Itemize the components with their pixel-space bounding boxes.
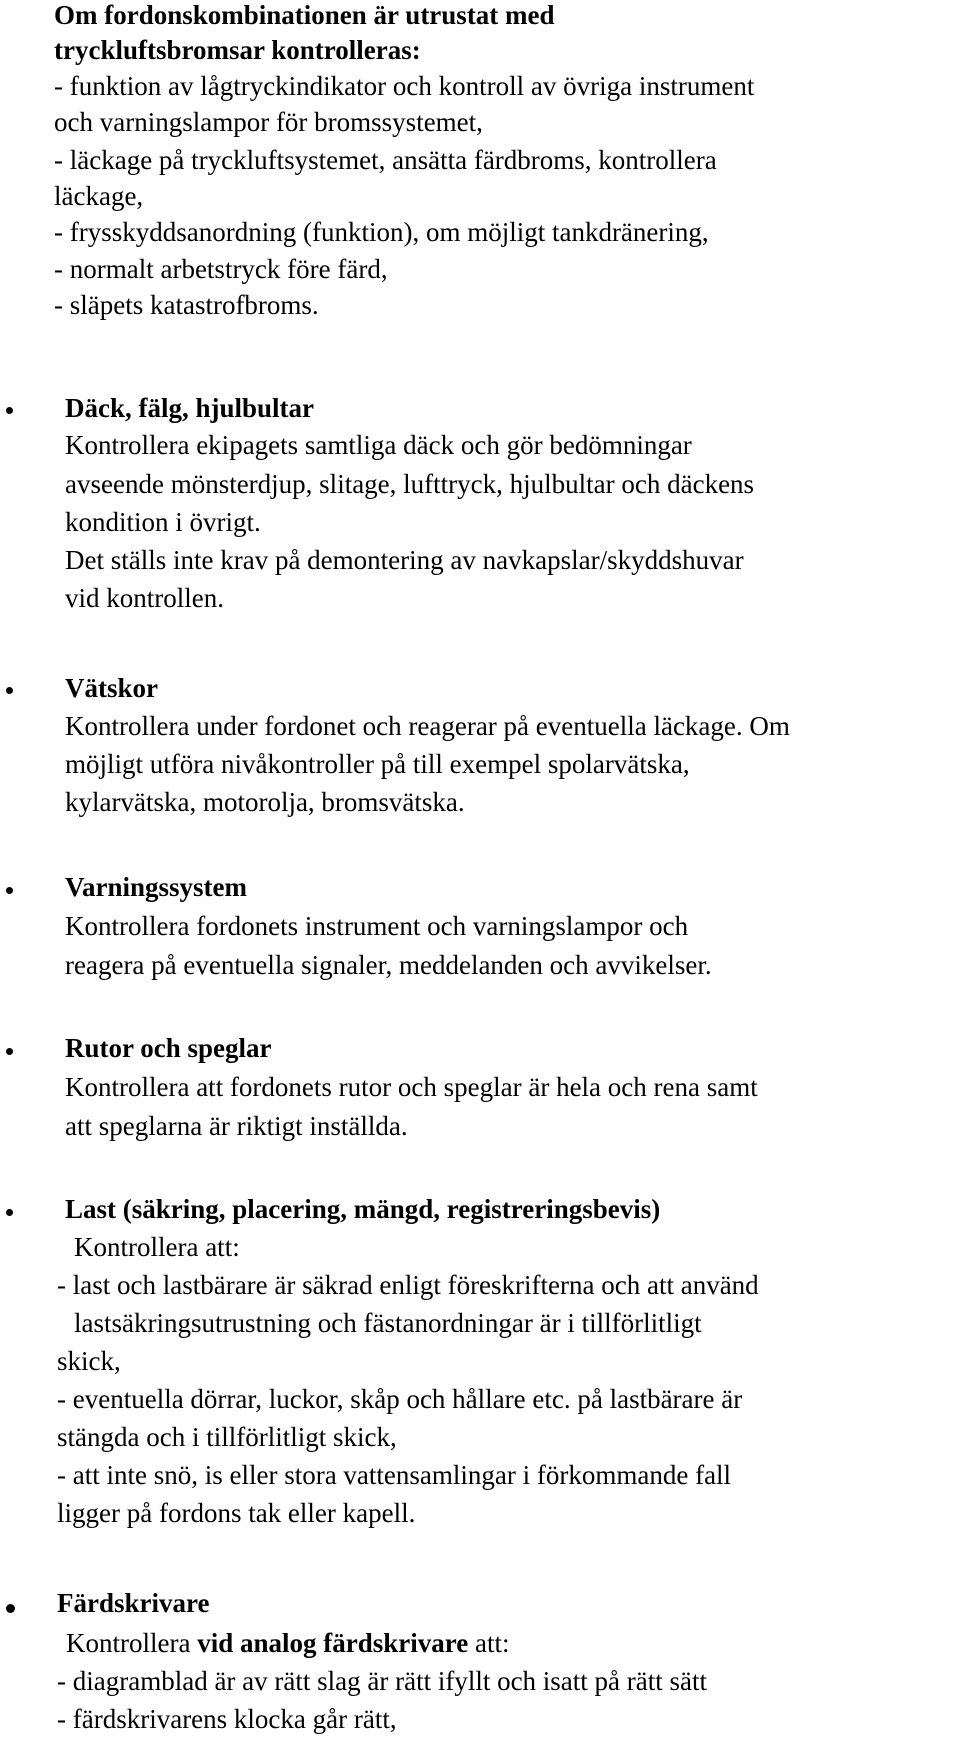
section-title: Färdskrivare: [57, 1588, 210, 1618]
lead-tail-text: att:: [468, 1628, 510, 1658]
section-lead-line: [66, 1624, 509, 1663]
section-title: Rutor och speglar: [65, 1033, 272, 1063]
bullet-icon: [6, 1209, 13, 1216]
section-line: Kontrollera att fordonets rutor och speglar är hela och rena samt: [65, 1072, 758, 1102]
section-line: skick,: [57, 1346, 121, 1376]
section-line: avseende mönsterdjup, slitage, lufttryck, hjulbultar och däckens: [65, 469, 755, 499]
intro-heading-line: tryckluftsbromsar kontrolleras:: [54, 35, 421, 65]
intro-line: och varningslampor för bromssystemet,: [54, 107, 483, 137]
section-line: - att inte snö, is eller stora vattensamlingar i förkommande fall: [57, 1460, 732, 1490]
section-line: Det ställs inte krav på demontering av navkapslar/skyddshuvar: [65, 545, 744, 575]
section-line: Kontrollera ekipagets samtliga däck och gör bedömningar: [65, 430, 692, 460]
section-line: Kontrollera att:: [74, 1232, 240, 1262]
section-title: Däck, fälg, hjulbultar: [65, 393, 315, 423]
intro-line: - normalt arbetstryck före färd,: [54, 254, 388, 284]
intro-line: - släpets katastrofbroms.: [54, 290, 319, 320]
lead-bold-text: vid analog färdskrivare: [197, 1628, 469, 1658]
section-line: att speglarna är riktigt inställda.: [65, 1111, 408, 1141]
bullet-icon: [6, 1048, 13, 1055]
section-line: stängda och i tillförlitligt skick,: [57, 1422, 397, 1452]
bullet-icon: [6, 407, 13, 414]
intro-line: - frysskyddsanordning (funktion), om möjligt tankdränering,: [54, 217, 709, 247]
section-line: Kontrollera fordonets instrument och varningslampor och: [65, 911, 689, 941]
intro-line: - funktion av lågtryckindikator och kontroll av övriga instrument: [54, 71, 755, 101]
intro-line: - läckage på tryckluftsystemet, ansätta färdbroms, kontrollera: [54, 145, 717, 175]
section-line: Kontrollera under fordonet och reagerar på eventuella läckage. Om: [65, 711, 790, 741]
section-line: möjligt utföra nivåkontroller på till exempel spolarvätska,: [65, 749, 690, 779]
section-title: Vätskor: [65, 673, 158, 703]
section-line: lastsäkringsutrustning och fästanordningar är i tillförlitligt: [74, 1308, 702, 1338]
section-line: ligger på fordons tak eller kapell.: [57, 1498, 416, 1528]
section-line: kylarvätska, motorolja, bromsvätska.: [65, 787, 465, 817]
section-title: Last (säkring, placering, mängd, registreringsbevis): [65, 1194, 661, 1224]
section-line: kondition i övrigt.: [65, 507, 261, 537]
bullet-icon: [6, 887, 13, 894]
section-line: vid kontrollen.: [65, 583, 224, 613]
section-line: - färdskrivarens klocka går rätt,: [57, 1704, 397, 1734]
section-line: - eventuella dörrar, luckor, skåp och hållare etc. på lastbärare är: [57, 1384, 743, 1414]
lead-text: Kontrollera: [66, 1628, 198, 1658]
intro-heading-line: Om fordonskombinationen är utrustat med: [54, 0, 555, 30]
section-line: - diagramblad är av rätt slag är rätt ifyllt och isatt på rätt sätt: [57, 1666, 708, 1696]
section-line: - last och lastbärare är säkrad enligt föreskrifterna och att använd: [57, 1270, 759, 1300]
bullet-icon: [6, 687, 13, 694]
intro-line: läckage,: [54, 181, 144, 211]
bullet-icon: [6, 1604, 15, 1613]
section-title: Varningssystem: [65, 872, 248, 902]
section-line: reagera på eventuella signaler, meddelanden och avvikelser.: [65, 950, 712, 980]
